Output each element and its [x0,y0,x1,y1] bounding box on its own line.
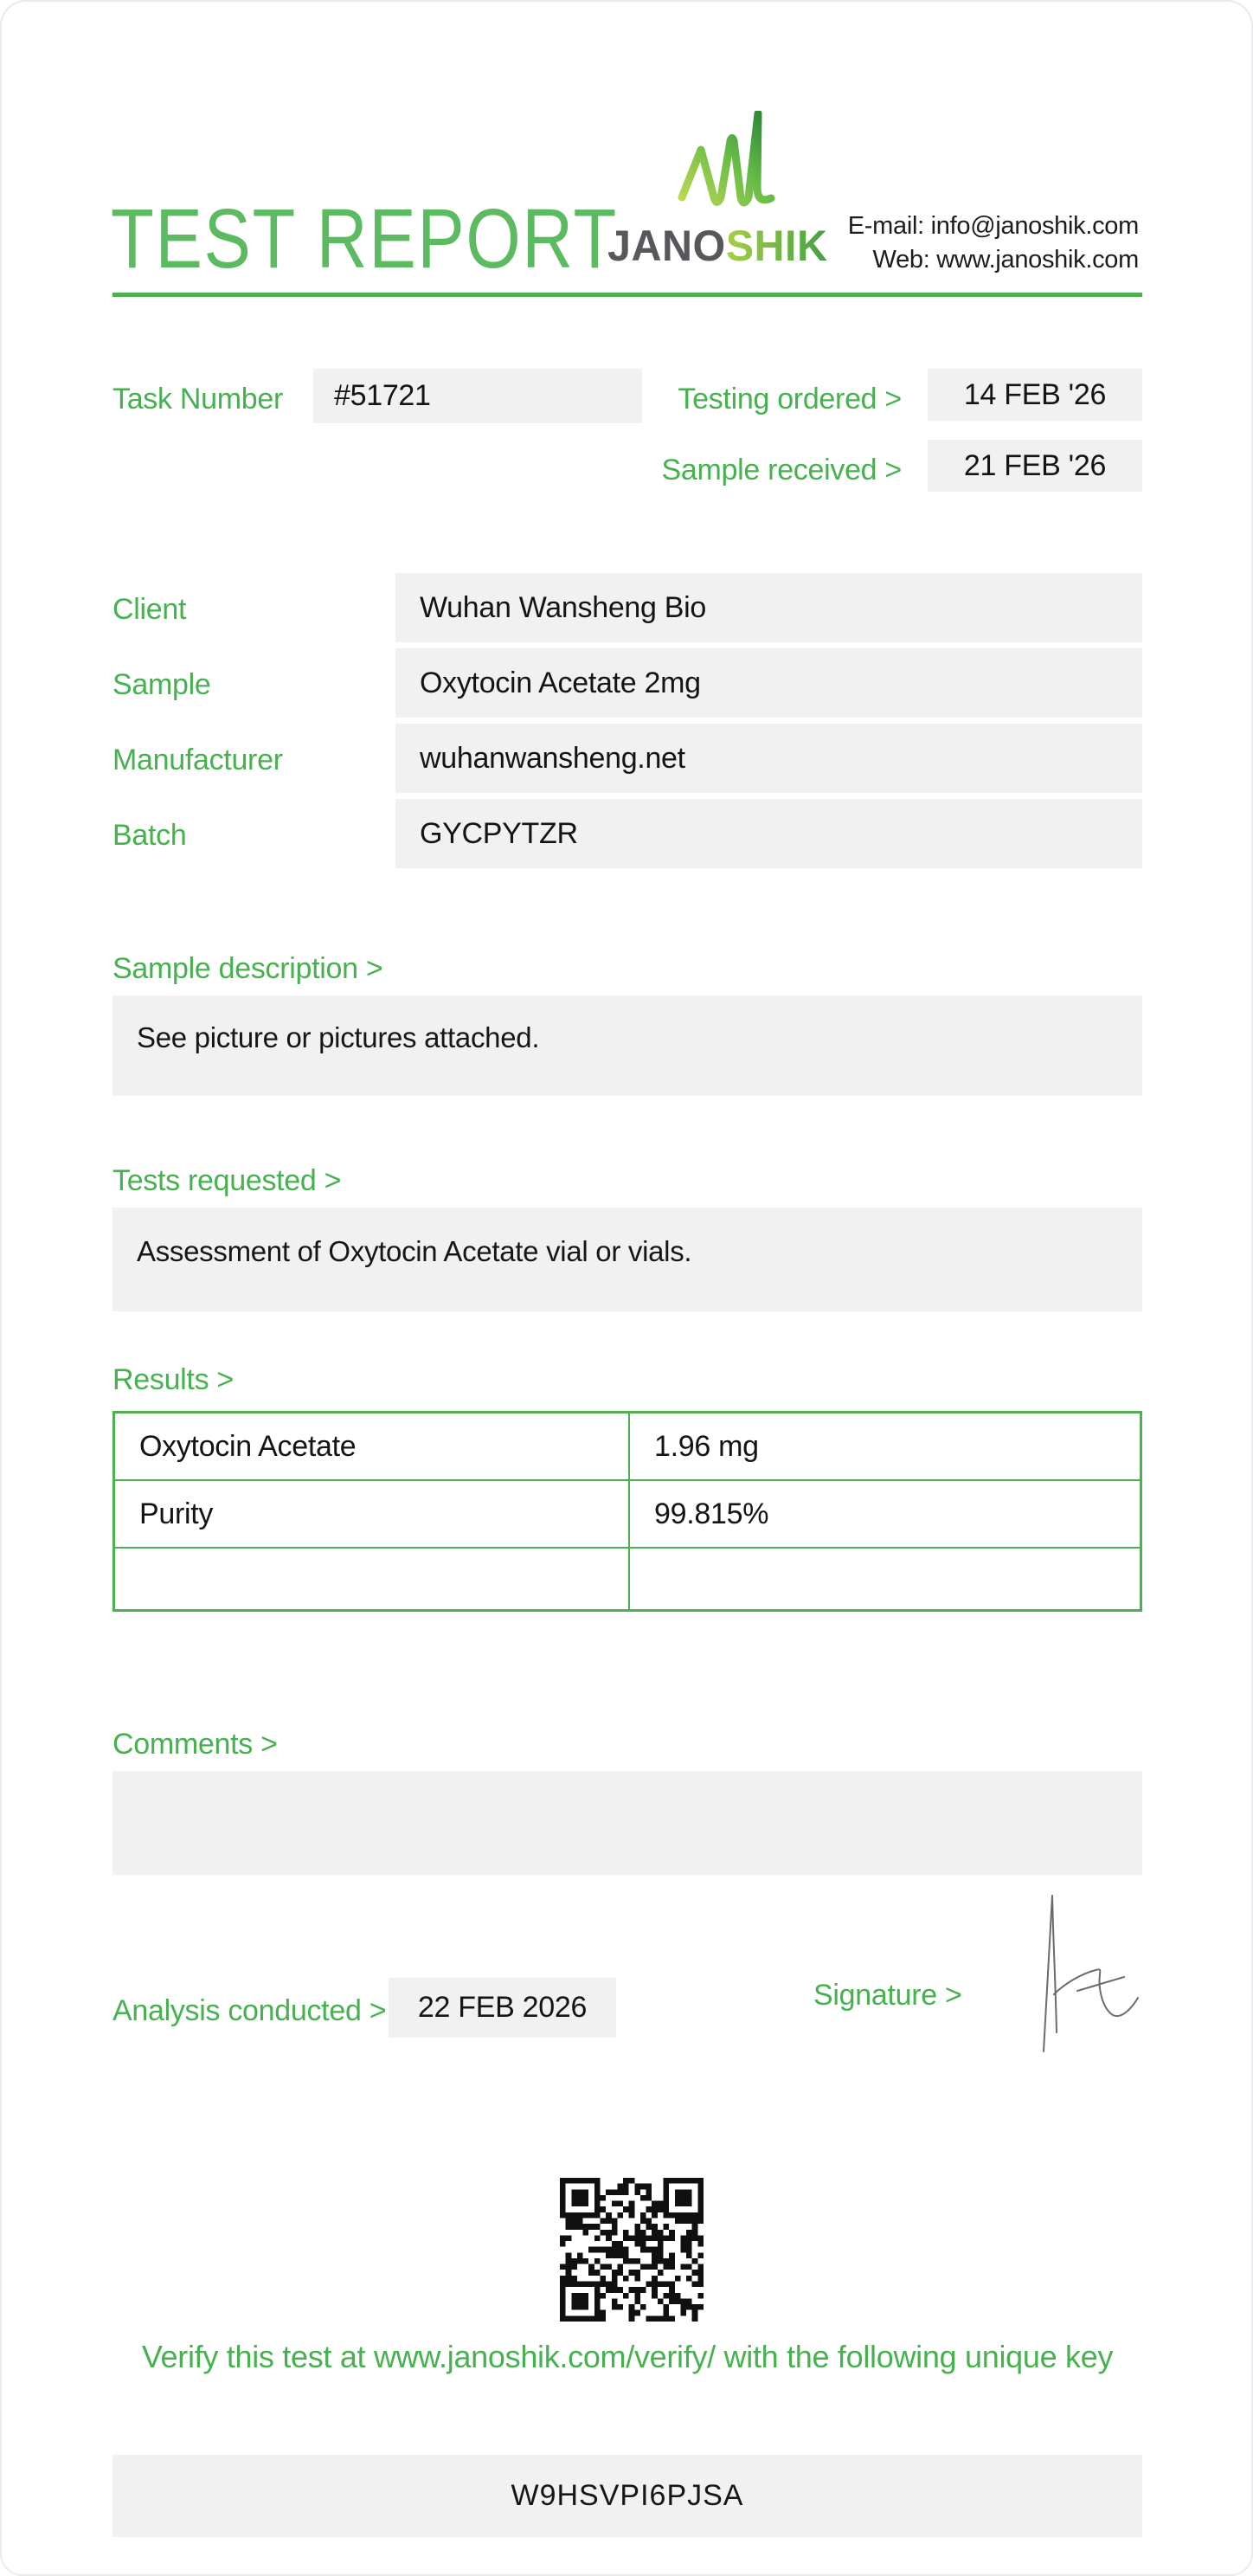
task-number-value: #51721 [313,369,642,423]
client-label: Client [112,593,187,626]
janoshik-logo-squiggle-icon [675,111,782,224]
result-value: 99.815% [654,1497,769,1530]
tests-requested-box [112,1208,1142,1311]
contact-email: E-mail: info@janoshik.com [847,212,1139,240]
wordmark-jano: JANO [607,222,726,270]
result-name [115,1549,630,1609]
verify-key: W9HSVPI6PJSA [112,2455,1142,2537]
sample-label: Sample [112,668,211,701]
sample-description-text: See picture or pictures attached. [137,1021,540,1053]
sample-description-label: Sample description > [112,952,383,985]
sample-received-label: Sample received > [661,454,902,486]
janoshik-wordmark [607,222,828,270]
table-row [115,1414,1140,1479]
results-table [112,1411,1142,1612]
task-number-label: Task Number [112,383,283,415]
manufacturer-value: wuhanwansheng.net [395,724,1142,793]
table-row [115,1479,1140,1547]
result-value: 1.96 mg [654,1429,759,1463]
comments-label: Comments > [112,1728,278,1761]
contact-web: Web: www.janoshik.com [872,246,1139,274]
signature-label: Signature > [813,1979,962,2012]
contact-block [848,209,1139,277]
header-divider [112,293,1142,297]
comments-text [112,1771,1142,1797]
result-name: Oxytocin Acetate [115,1414,630,1479]
sample-description-box [112,995,1142,1096]
analysis-conducted-value: 22 FEB 2026 [389,1978,616,2038]
tests-requested-text: Assessment of Oxytocin Acetate vial or vials. [137,1235,692,1267]
table-row [115,1547,1140,1609]
analysis-conducted-label: Analysis conducted > [112,1994,387,2027]
result-value [630,1549,1140,1609]
tests-requested-label: Tests requested > [112,1164,342,1197]
batch-value: GYCPYTZR [395,799,1142,868]
testing-ordered-value: 14 FEB '26 [928,369,1142,421]
verify-message: Verify this test at www.janoshik.com/verify/ with the following unique key [141,2339,1114,2374]
comments-box [112,1771,1142,1875]
qr-code [560,2178,704,2322]
client-value: Wuhan Wansheng Bio [395,573,1142,642]
handwritten-signature [1035,1894,1147,2063]
batch-label: Batch [112,819,187,852]
sample-value: Oxytocin Acetate 2mg [395,648,1142,718]
testing-ordered-label: Testing ordered > [678,383,902,415]
results-label: Results > [112,1363,234,1396]
manufacturer-label: Manufacturer [112,744,283,776]
wordmark-shik: SHIK [725,222,828,270]
page-title: TEST REPORT [111,191,618,286]
sample-received-value: 21 FEB '26 [928,440,1142,492]
result-name: Purity [115,1481,630,1547]
